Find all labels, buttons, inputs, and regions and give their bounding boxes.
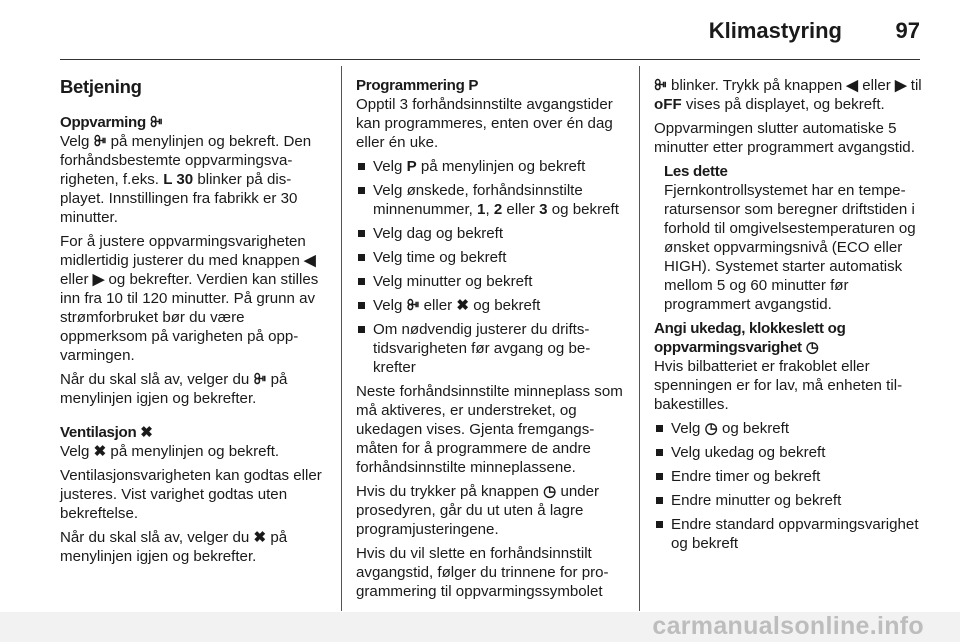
- note-text: Fjernkontrollsystemet har en temperatursensor som beregner driftstiden i forhold til omgivelsestemperaturen og ønsket oppvarmingsnivå (ECO eller HIGH). Systemet starter automatisk mellom 5 og 60 minutter før programmert avgangstid.: [664, 182, 916, 313]
- list-item: Velg ukedag og bekreft: [654, 443, 922, 462]
- list-item: Endre timer og bekreft: [654, 467, 922, 486]
- column-divider: [341, 66, 342, 611]
- section-heading: Betjening: [60, 76, 142, 97]
- heat-icon: ꔻ: [406, 297, 420, 314]
- arrow-left-icon: ◀: [846, 77, 859, 94]
- fan-icon: ✖: [140, 424, 153, 441]
- list-item: Velg time og bekreft: [356, 248, 624, 267]
- step-list: [356, 157, 624, 377]
- heat-icon: ꔻ: [253, 371, 267, 388]
- paragraph: Hvis du vil slette en forhåndsinnstilt avgangstid, følger du trinnene for programmering til oppvarmingssymbolet: [356, 545, 609, 600]
- clock-icon: ◷: [543, 483, 557, 500]
- page-number: 97: [895, 18, 920, 43]
- paragraph: Hvis du trykker på knappen ◷ under prosedyren, går du ut uten å lagre programjusteringene.: [356, 483, 600, 538]
- heat-icon: ꔻ: [654, 77, 667, 94]
- list-item: Velg ◷ og bekreft: [654, 419, 922, 438]
- chapter-title: Klimastyring: [708, 18, 842, 43]
- list-item: Velg minutter og bekreft: [356, 272, 624, 291]
- paragraph: Neste forhåndsinnstilte minneplass som må aktiveres, er understreket, og ukedagen vises. Gjenta fremgangsmåten for å programmere de andre forhåndsinnstilte minneplassene.: [356, 383, 623, 476]
- clock-icon: ◷: [805, 339, 819, 356]
- arrow-right-icon: ▶: [894, 77, 907, 94]
- header-rule: [60, 59, 920, 60]
- paragraph: For å justere oppvarmingsvarigheten midlertidig justerer du med knappen ◀ eller ▶ og bekrefter. Verdien kan stilles inn fra 10 til 120 minutter. På grunn av strømforbruket bør du være oppmerksom på varigheten på oppvarmingen.: [60, 233, 319, 364]
- subheading-heating: Oppvarming ꔻ: [60, 114, 163, 131]
- column-divider: [639, 66, 640, 611]
- paragraph: Hvis bilbatteriet er frakoblet eller spenningen er for lav, må enheten tilbakestilles.: [654, 358, 903, 413]
- subheading-programming: Programmering P: [356, 77, 479, 94]
- step-list: [654, 419, 922, 553]
- column-1: [60, 76, 326, 571]
- list-item: Endre minutter og bekreft: [654, 491, 922, 510]
- note-box: [654, 162, 922, 314]
- paragraph: Når du skal slå av, velger du ꔻ på menylinjen igjen og bekrefter.: [60, 371, 288, 407]
- footer-bar: [0, 612, 960, 642]
- subheading-ventilation: Ventilasjon ✖: [60, 424, 153, 441]
- heat-icon: ꔻ: [93, 133, 107, 150]
- paragraph: Opptil 3 forhåndsinnstilte avgangstider kan programmeres, enten over én dag eller én uke.: [356, 96, 613, 151]
- paragraph: Oppvarmingen slutter automatiske 5 minutter etter programmert avgangstid.: [654, 120, 915, 156]
- column-3: [654, 76, 922, 558]
- column-2: [356, 76, 624, 606]
- paragraph: Ventilasjonsvarigheten kan godtas eller justeres. Vist varighet godtas uten bekreftelse.: [60, 467, 322, 522]
- list-item: Velg P på menylinjen og bekreft: [356, 157, 624, 176]
- list-item: Endre standard oppvarmingsvarighet og bekreft: [654, 515, 922, 553]
- fan-icon: ✖: [456, 297, 470, 314]
- fan-icon: ✖: [93, 443, 107, 460]
- arrow-left-icon: ◀: [304, 252, 316, 269]
- heat-icon: ꔻ: [149, 114, 163, 131]
- paragraph: Velg ꔻ på menylinjen og bekreft. Den forhåndsbestemte oppvarmingsvarigheten, f.eks. L 30 blinker på displayet. Innstillingen fra fabrikk er 30 minutter.: [60, 133, 312, 226]
- list-item: Velg ꔻ eller ✖ og bekreft: [356, 296, 624, 315]
- note-heading: Les dette: [664, 163, 728, 180]
- list-item: Om nødvendig justerer du driftstidsvarigheten før avgang og bekrefter: [356, 320, 624, 377]
- list-item: Velg dag og bekreft: [356, 224, 624, 243]
- watermark: carmanualsonline.info: [652, 612, 924, 640]
- fan-icon: ✖: [253, 529, 267, 546]
- list-item: Velg ønskede, forhåndsinnstilte minnenummer, 1, 2 eller 3 og bekreft: [356, 181, 624, 219]
- paragraph: ꔻ blinker. Trykk på knappen ◀ eller ▶ til oFF vises på displayet, og bekreft.: [654, 77, 922, 113]
- paragraph: Når du skal slå av, velger du ✖ på menylinjen igjen og bekrefter.: [60, 529, 288, 565]
- paragraph: Velg ✖ på menylinjen og bekreft.: [60, 443, 280, 460]
- arrow-right-icon: ▶: [92, 271, 105, 288]
- clock-icon: ◷: [704, 420, 718, 437]
- subheading-weekday: Angi ukedag, klokkeslett og oppvarmingsvarighet ◷: [654, 320, 846, 356]
- page-header: [0, 0, 960, 60]
